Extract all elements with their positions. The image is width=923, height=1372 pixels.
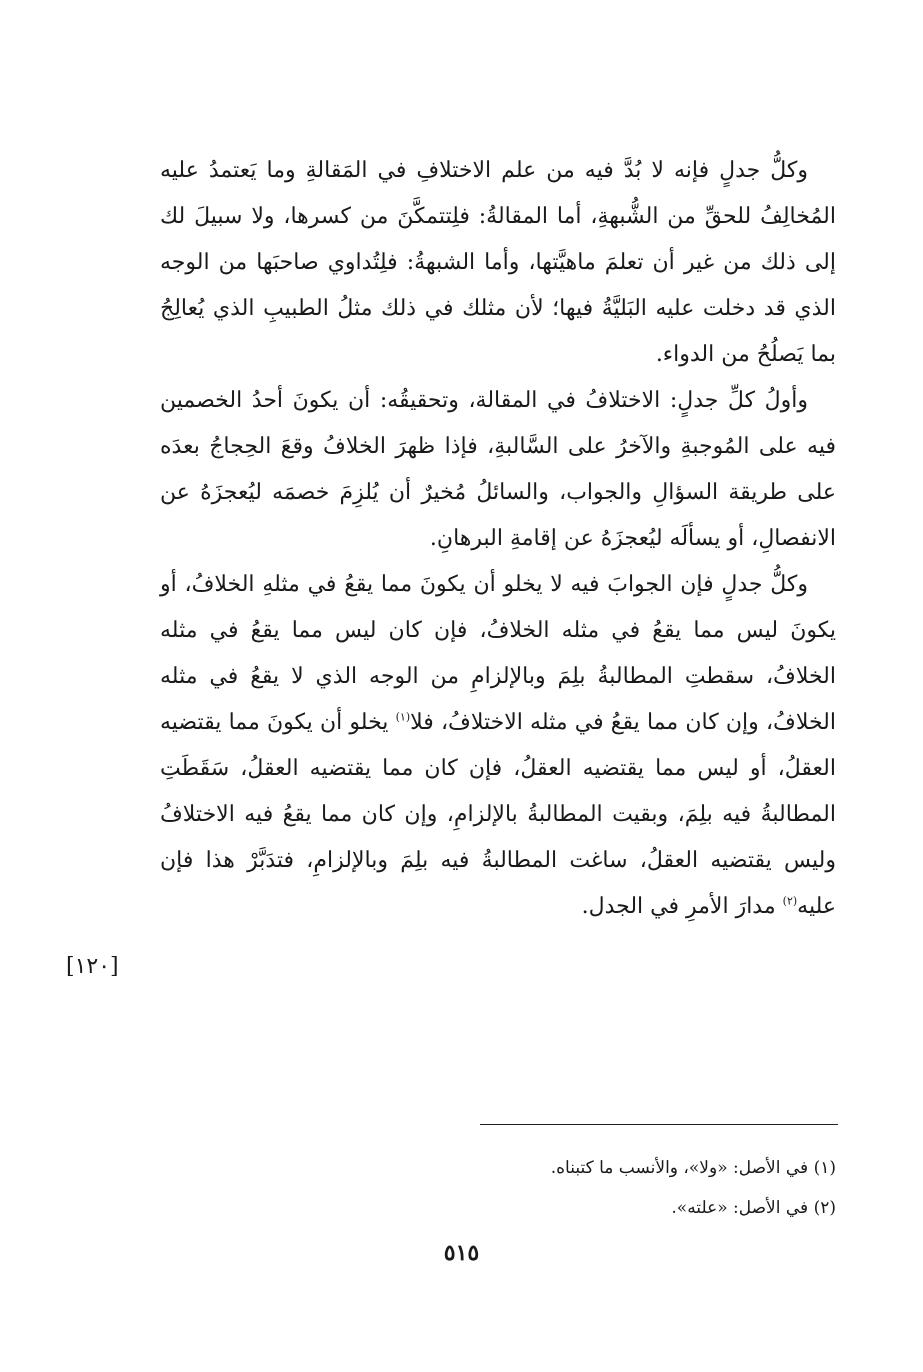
- paragraph-3: [160, 562, 836, 930]
- footnote-marker-2: (٢): [782, 894, 798, 908]
- footnotes: [160, 1148, 836, 1228]
- paragraph-3-text-b: يخلو أن يكونَ مما يقتضيه العقلُ، أو ليس مما يقتضيه العقلُ، فإن كان مما يقتضيه العقلُ، سَقَطَتِ المطالبةُ فيه بلِمَ، وبقيت المطالبةُ بالإلزامِ، وإن كان مما يقعُ فيه الاختلافُ وليس يقتضيه العقلُ، ساغت المطالبةُ فيه بلِمَ وبالإلزامِ، فتدَبَّرْ هذا فإن عليه: [160, 710, 836, 919]
- paragraph-3-text-a: وكلُّ جدلٍ فإن الجوابَ فيه لا يخلو أن يكونَ مما يقعُ في مثلهِ الخلافُ، أو يكونَ ليس مما يقعُ في مثله الخلافُ، فإن كان ليس مما يقعُ في مثله الخلافُ، سقطتِ المطالبةُ بلِمَ وبالإلزامِ من الوجه الذي لا يقعُ في مثله الخلافُ، وإن كان مما يقعُ في مثله الاختلافُ، فلا: [160, 572, 836, 735]
- page-number: ٥١٥: [443, 1240, 480, 1266]
- main-text: [160, 148, 836, 930]
- footnote-divider: [480, 1124, 838, 1125]
- paragraph-3-text-c: مدارَ الأمرِ في الجدل.: [581, 894, 783, 919]
- footnote-marker-1: (١): [395, 710, 411, 724]
- paragraph-2: [160, 378, 836, 562]
- paragraph-1: [160, 148, 836, 378]
- margin-page-reference: [١٢٠]: [66, 954, 119, 979]
- footnote-1: (١) في الأصل: «ولا»، والأنسب ما كتبناه.: [550, 1158, 836, 1178]
- paragraph-1-text: وكلُّ جدلٍ فإنه لا بُدَّ فيه من علم الاختلافِ في المَقالةِ وما يَعتمدُ عليه المُخالِفُ للحقِّ من الشُّبهةِ، أما المقالةُ: فلِتتمكَّنَ من كسرها، ولا سبيلَ لك إلى ذلك من غير أن تعلمَ ماهيَّتها، وأما الشبهةُ: فلِتُداوي صاحبَها من الوجه الذي قد دخلت عليه البَليَّةُ فيها؛ لأن مثلك في ذلك مثلُ الطبيبِ الذي يُعالِجُ بما يَصلُحُ من الدواء.: [160, 158, 836, 367]
- paragraph-2-text: وأولُ كلِّ جدلٍ: الاختلافُ في المقالة، وتحقيقُه: أن يكونَ أحدُ الخصمين فيه على المُوجبةِ والآخرُ على السَّالبةِ، فإذا ظهرَ الخلافُ وقعَ الحِجاجُ بعدَه على طريقة السؤالِ والجواب، والسائلُ مُخيرٌ أن يُلزِمَ خصمَه ليُعجزَهُ عن الانفصالِ، أو يسألَه ليُعجزَهُ عن إقامةِ البرهانِ.: [160, 388, 837, 551]
- footnote-2: (٢) في الأصل: «علته».: [671, 1198, 836, 1218]
